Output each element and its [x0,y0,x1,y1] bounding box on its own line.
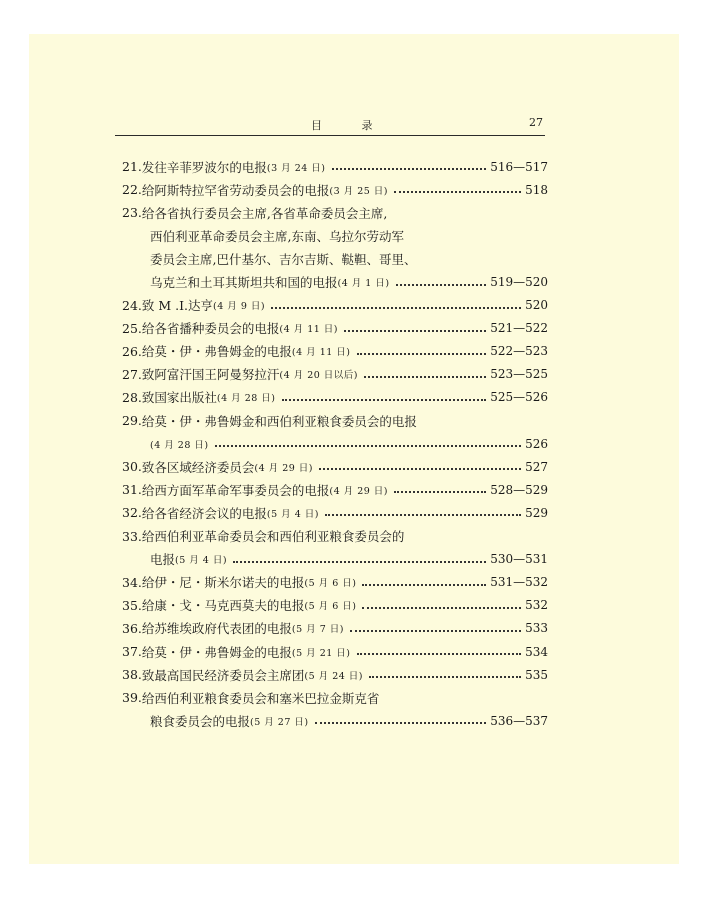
dot-leader [394,490,486,493]
dot-leader [362,606,521,609]
toc-entry-line[interactable] [122,686,548,709]
entry-date: (5 月 27 日) [250,716,309,728]
entry-number: 39. [122,690,142,706]
toc-entry-line[interactable] [122,663,548,686]
entry-pages: 528—529 [490,482,548,497]
entry-title: 给伊・尼・斯米尔诺夫的电报 [141,575,305,591]
dot-leader [350,629,521,632]
toc-entry-line[interactable] [122,478,548,501]
entry-date: (4 月 29 日) [254,462,314,474]
toc-entry-line[interactable] [122,501,548,524]
entry-title: 给西伯利亚粮食委员会和塞米巴拉金斯克省 [141,690,380,706]
entry-pages: 522—523 [490,344,548,359]
entry-pages: 518 [525,182,548,197]
entry-title: 电报 [150,552,176,568]
toc-entry-line[interactable] [122,455,548,478]
entry-number: 28. [122,389,142,405]
entry-pages: 521—522 [490,321,548,336]
entry-number: 36. [122,620,142,636]
entry-pages: 520 [525,298,548,313]
entry-date: (5 月 24 日) [304,670,364,682]
entry-number: 35. [122,597,142,613]
entry-title: 致 M .I.达亨 [141,298,214,314]
entry-pages: 531—532 [490,575,548,590]
entry-number: 33. [122,528,142,544]
entry-pages: 530—531 [490,552,548,567]
entry-date: (5 月 4 日) [266,508,319,520]
page-title: 目 录 [311,119,391,132]
entry-title: 致国家出版社 [141,390,217,406]
entry-title: 致阿富汗国王阿曼努拉汗 [141,367,280,383]
entry-title: 给西伯利亚革命委员会和西伯利亚粮食委员会的 [141,529,405,545]
entry-title: 西伯利亚革命委员会主席,东南、乌拉尔劳动军 [150,228,404,244]
entry-date: (4 月 1 日) [337,278,390,290]
entry-title: 粮食委员会的电报 [150,713,251,729]
dot-leader [215,444,521,447]
entry-pages: 519—520 [490,275,548,290]
entry-date: (4 月 9 日) [213,301,266,313]
dot-leader [233,560,486,563]
entry-number: 21. [122,159,142,175]
entry-date: (5 月 6 日) [304,601,357,613]
entry-title: 致各区域经济委员会 [141,459,255,475]
dot-leader [315,721,487,724]
dot-leader [396,283,487,286]
entry-date: (4 月 11 日) [279,324,339,336]
toc-entry-line[interactable] [122,640,548,663]
toc-entry-line[interactable] [122,201,548,224]
toc-entry-line[interactable] [122,294,548,317]
entry-number: 22. [122,182,142,198]
table-of-contents [122,155,548,732]
entry-number: 34. [122,574,142,590]
toc-entry-line[interactable] [122,409,548,432]
toc-entry-line[interactable] [122,340,548,363]
entry-number: 30. [122,459,142,475]
toc-entry-line[interactable] [122,247,548,270]
page-header [115,111,545,136]
page-number: 27 [529,116,543,129]
entry-number: 32. [122,505,142,521]
dot-leader [344,329,486,332]
toc-entry-line[interactable] [122,594,548,617]
entry-title: 给西方面军革命军事委员会的电报 [141,482,330,498]
entry-title: 给各省执行委员会主席,各省革命委员会主席, [141,205,388,221]
entry-date: (4 月 20 日以后) [279,370,359,382]
dot-leader [369,675,521,678]
toc-entry-line[interactable] [122,617,548,640]
entry-number: 38. [122,667,142,683]
dot-leader [357,352,487,355]
entry-number: 23. [122,205,142,221]
entry-pages: 523—525 [490,367,548,382]
toc-entry-line[interactable] [122,178,548,201]
entry-pages: 533 [525,621,548,636]
dot-leader [325,513,521,516]
entry-title: 给康・戈・马克西莫夫的电报 [141,598,305,614]
entry-pages: 532 [525,598,548,613]
dot-leader [364,375,486,378]
entry-date: (5 月 7 日) [291,624,344,636]
entry-date: (4 月 28 日) [216,393,276,405]
dot-leader [394,190,521,193]
toc-entry-line[interactable] [122,270,548,293]
dot-leader [357,652,522,655]
entry-title: 给阿斯特拉罕省劳动委员会的电报 [141,182,330,198]
toc-entry-line[interactable] [122,363,548,386]
entry-pages: 526 [525,436,548,451]
dot-leader [271,306,521,309]
dot-leader [282,398,487,401]
entry-date: (4 月 28 日) [150,439,209,451]
entry-pages: 525—526 [490,390,548,405]
entry-title: 发往辛菲罗波尔的电报 [141,159,267,175]
entry-pages: 536—537 [490,713,548,728]
dot-leader [332,167,487,170]
entry-number: 25. [122,320,142,336]
entry-pages: 534 [525,644,548,659]
entry-number: 31. [122,482,142,498]
entry-title: 给苏维埃政府代表团的电报 [141,621,292,637]
toc-entry-line[interactable] [122,432,548,455]
entry-number: 26. [122,343,142,359]
entry-title: 委员会主席,巴什基尔、吉尔吉斯、鞑靼、哥里、 [150,251,417,267]
entry-pages: 529 [525,505,548,520]
entry-title: 给各省播种委员会的电报 [141,321,280,337]
entry-date: (4 月 11 日) [291,347,351,359]
entry-title: 给莫・伊・弗鲁姆金的电报 [141,644,292,660]
toc-entry-line[interactable] [122,525,548,548]
entry-date: (3 月 24 日) [266,162,326,174]
toc-entry-line[interactable] [122,548,548,571]
entry-date: (5 月 4 日) [175,555,228,567]
entry-title: 给莫・伊・弗鲁姆金的电报 [141,344,292,360]
toc-entry-line[interactable] [122,571,548,594]
dot-leader [362,583,486,586]
entry-title: 给莫・伊・弗鲁姆金和西伯利亚粮食委员会的电报 [141,413,417,429]
toc-entry-line[interactable] [122,386,548,409]
entry-title: 给各省经济会议的电报 [141,505,267,521]
entry-pages: 527 [525,459,548,474]
entry-number: 29. [122,413,142,429]
dot-leader [319,467,521,470]
entry-pages: 535 [525,667,548,682]
entry-number: 37. [122,644,142,660]
toc-entry-line[interactable] [122,224,548,247]
entry-pages: 516—517 [490,159,548,174]
entry-date: (5 月 21 日) [291,647,351,659]
entry-title: 乌克兰和土耳其斯坦共和国的电报 [150,275,338,291]
toc-entry-line[interactable] [122,317,548,340]
entry-number: 24. [122,297,142,313]
entry-date: (3 月 25 日) [329,185,389,197]
toc-entry-line[interactable] [122,709,548,732]
toc-entry-line[interactable] [122,155,548,178]
entry-number: 27. [122,366,142,382]
entry-title: 致最高国民经济委员会主席团 [141,667,305,683]
entry-date: (4 月 29 日) [329,485,389,497]
entry-date: (5 月 6 日) [304,578,357,590]
